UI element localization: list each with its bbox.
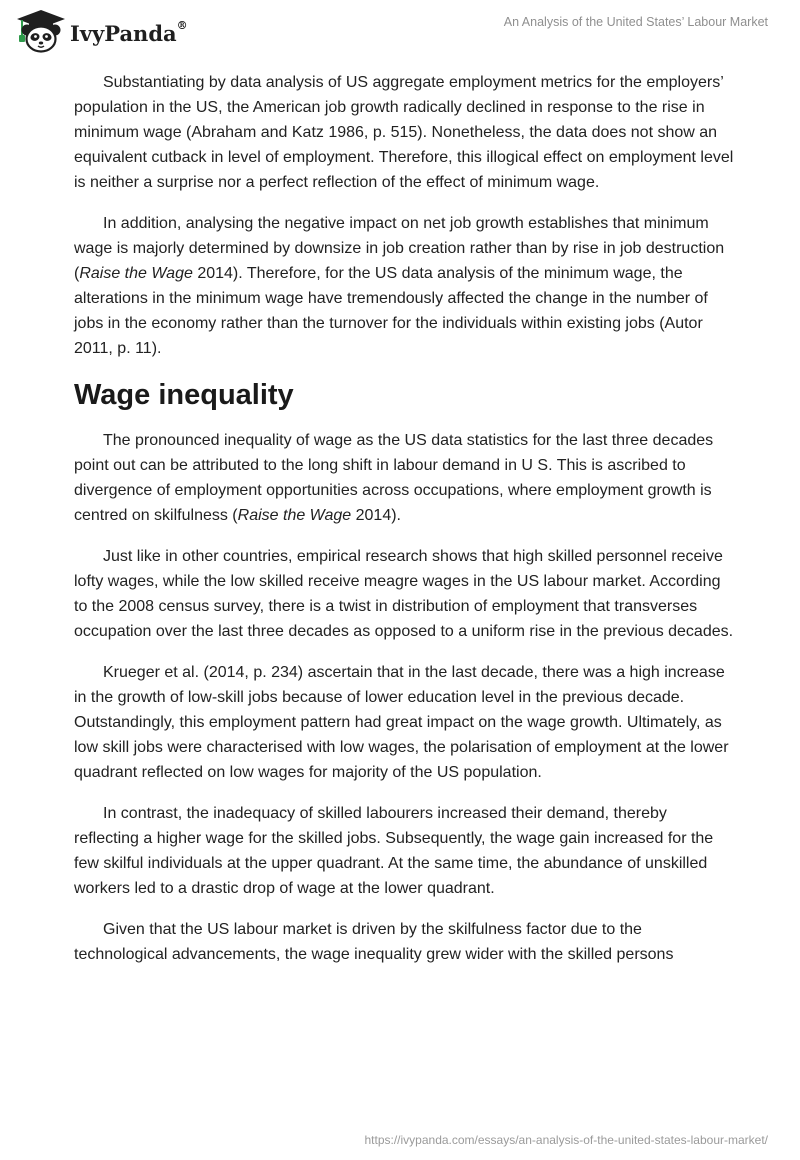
ivypanda-logo[interactable] <box>14 8 188 54</box>
section-heading: Wage inequality <box>74 379 294 411</box>
paragraph-2: In addition, analysing the negative impact on net job growth establishes that minimum wage is majorly determined by downsize in job creation rather than by rise in job destruction (Raise the Wage 2014). Therefore, for the US data analysis of the minimum wage, the alterations in the minimum wage have tremendously affected the change in the number of jobs in the economy rather than the turnover for the individuals within existing jobs (Autor 2011, p. 11). <box>74 215 725 357</box>
source-url[interactable]: https://ivypanda.com/essays/an-analysis-of-the-united-states-labour-market/ <box>364 1133 768 1147</box>
paragraph-6: In contrast, the inadequacy of skilled labourers increased their demand, thereby reflecting a higher wage for the skilled jobs. Subsequently, the wage gain increased for the few skilful individuals at the upper quadrant. At the same time, the abundance of unskilled workers led to a drastic drop of wage at the lower quadrant. <box>74 805 714 897</box>
paragraph-7: Given that the US labour market is driven by the skilfulness factor due to the technological advancements, the wage inequality grew wider with the skilled persons <box>74 921 674 963</box>
brand-name: IvyPanda® <box>70 18 188 46</box>
paragraph-4: Just like in other countries, empirical research shows that high skilled personnel receive lofty wages, while the low skilled receive meagre wages in the US labour market. According to the 2008 census survey, there is a twist in distribution of employment that transverses occupation over the last three decades as opposed to a uniform rise in the previous decades. <box>74 548 734 640</box>
page-header <box>0 0 800 70</box>
registered-mark: ® <box>176 18 188 32</box>
citation-title: Raise the Wage <box>79 265 193 282</box>
panda-graduate-icon <box>14 8 68 54</box>
article-body <box>74 70 734 983</box>
document-title: An Analysis of the United States’ Labour Market <box>503 15 768 29</box>
paragraph-5: Krueger et al. (2014, p. 234) ascertain that in the last decade, there was a high increase in the growth of low-skill jobs because of lower education level in the previous decade. Outstandingly, this employment pattern had great impact on the wage growth. Ultimately, as low skill jobs were characterised with low wages, the polarisation of employment at the lower quadrant reflected on low wages for majority of the US population. <box>74 664 729 781</box>
paragraph-3: The pronounced inequality of wage as the US data statistics for the last three decades point out can be attributed to the long shift in labour demand in U S. This is ascribed to divergence of employment opportunities across occupations, where employment growth is centred on skilfulness (Raise the Wage 2014). <box>74 432 714 524</box>
citation-title: Raise the Wage <box>237 507 352 524</box>
paragraph-1: Substantiating by data analysis of US aggregate employment metrics for the employers’ population in the US, the American job growth radically declined in response to the rise in minimum wage (Abraham and Katz 1986, p. 515). Nonetheless, the data does not show an equivalent cutback in level of employment. Therefore, this illogical effect on employment level is neither a surprise nor a perfect reflection of the effect of minimum wage. <box>74 74 734 191</box>
